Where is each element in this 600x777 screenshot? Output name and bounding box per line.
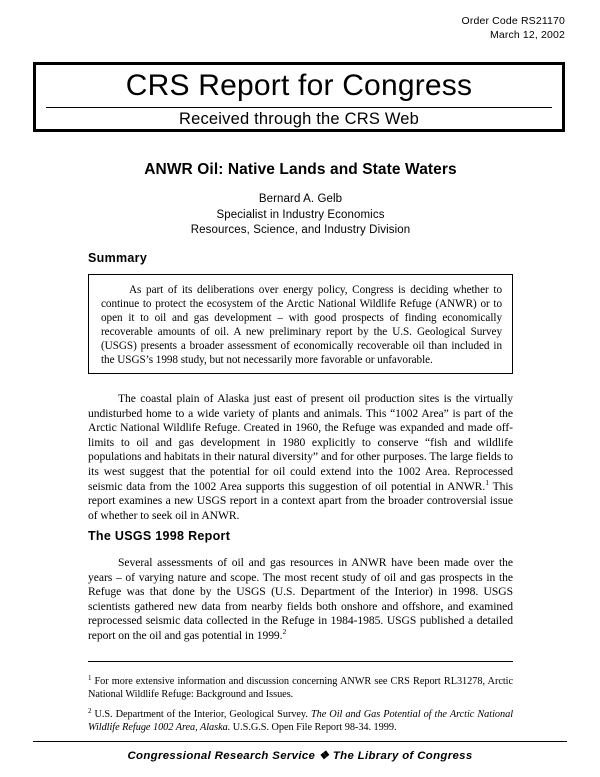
footnote-2-text-b: U.S.G.S. Open File Report 98-34. 1999.: [230, 722, 397, 734]
author-name: Bernard A. Gelb: [258, 193, 343, 205]
footnote-ref-2[interactable]: 2: [282, 627, 287, 637]
paragraph-intro-text-a: The coastal plain of Alaska just east of present oil production sites is the virtually undisturbed home to a wide variety of plants and animals. This “1002 Area” is part of the Arctic National Wildlife Refuge. Created in 1960, the Refuge was expanded and made off-limits to oil and gas development in 1980 explicitly to conserve “fish and wildlife populations and habitats in their natural diversity” and for other purposes. The large fields to its west suggest that the potential for oil could extend into the 1002 Area. Reprocessed seismic data from the 1002 Area supports this suggestion of oil potential in ANWR.: [88, 392, 513, 493]
summary-box: [88, 274, 513, 374]
footnote-2-title: The Oil and Gas Potential of the Arctic National Wildlife Refuge 1002 Area, Alaska.: [88, 709, 514, 734]
footnote-2-marker: 2: [88, 706, 92, 715]
page-title: ANWR Oil: Native Lands and State Waters: [144, 161, 457, 178]
crs-banner: [33, 62, 565, 132]
footnote-1-text: For more extensive information and discussion concerning ANWR see CRS Report RL31278, Arctic National Wildlife Refuge: Background and Issues.: [88, 676, 513, 701]
banner-subtitle: Received through the CRS Web: [178, 110, 420, 128]
paragraph-usgs-text: Several assessments of oil and gas resources in ANWR have been made over the years – of varying nature and scope. The most recent study of oil and gas prospects in the Refuge was that done by the USGS (U.S. Department of the Interior) in 1998. USGS scientists gathered new data from nearby fields both onshore and offshore, and examined reprocessed seismic data collected in the Refuge in 1984-1985. USGS published a detailed report on the oil and gas potential in 1999.: [88, 556, 513, 642]
summary-text: As part of its deliberations over energy policy, Congress is deciding whether to continue to protect the ecosystem of the Arctic National Wildlife Refuge (ANWR) or to open it to oil and gas development – with good prospects of finding economically recoverable amounts of oil. A new preliminary report by the U.S. Geological Survey (USGS) presents a broader assessment of economically recoverable oil than included in the USGS’s 1998 study, but not necessarily more favorable or unfavorable.: [101, 284, 502, 367]
order-code: Order Code RS21170: [461, 15, 565, 27]
document-header: [33, 14, 565, 42]
footnote-ref-1[interactable]: 1: [485, 477, 489, 487]
section-heading-usgs: The USGS 1998 Report: [88, 529, 231, 543]
footnote-1-marker: 1: [88, 673, 92, 682]
footnote-2-text-a: U.S. Department of the Interior, Geological Survey.: [94, 709, 311, 720]
paragraph-intro: [88, 392, 513, 523]
footer-divider: [33, 741, 567, 742]
paragraph-intro-text-b: This report examines a new USGS report in a context apart from the broader controversial issue of whether to seek oil in ANWR.: [88, 479, 513, 522]
report-date: March 12, 2002: [489, 29, 565, 41]
author-division: Resources, Science, and Industry Division: [190, 224, 411, 236]
byline: [88, 192, 513, 239]
banner-title: CRS Report for Congress: [125, 69, 473, 102]
author-title: Specialist in Industry Economics: [216, 208, 385, 221]
footer-text: Congressional Research Service ❖ The Library of Congress: [127, 750, 473, 762]
paragraph-usgs: [88, 556, 513, 644]
footnote-separator: [88, 661, 513, 662]
footnote-2: [88, 708, 513, 734]
section-heading-summary: Summary: [88, 251, 148, 265]
footnote-1: [88, 675, 513, 701]
